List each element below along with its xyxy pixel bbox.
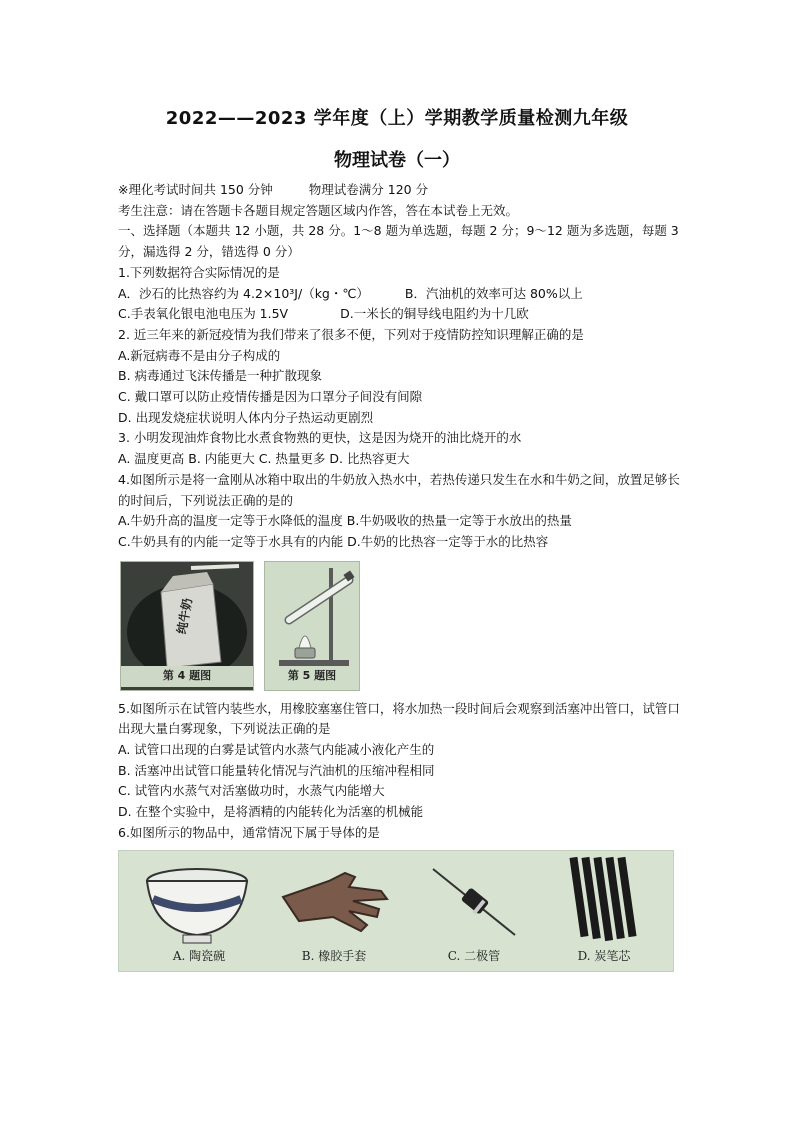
option-b-caption: B. 橡胶手套 bbox=[301, 948, 367, 963]
q2-option-d: D. 出现发烧症状说明人体内分子热运动更剧烈 bbox=[118, 409, 374, 425]
exam-info-line bbox=[118, 180, 688, 201]
exam-title: 2022——2023 学年度（上）学期教学质量检测九年级 bbox=[165, 108, 629, 129]
q4-options-cd: C.牛奶具有的内能一定等于水具有的内能 D.牛奶的比热容一定等于水的比热容 bbox=[118, 533, 549, 549]
q2-option-a: A.新冠病毒不是由分子构成的 bbox=[118, 347, 281, 363]
rubber-glove-item bbox=[269, 851, 399, 971]
q1-option-a: A．沙石的比热容约为 4.2×10³J/（kg・℃） bbox=[118, 285, 369, 301]
q3-options: A. 温度更高 B. 内能更大 C. 热量更多 D. 比热容更大 bbox=[118, 451, 410, 467]
score-note: 物理试卷满分 120 分 bbox=[308, 182, 429, 197]
carbon-rod-item bbox=[549, 851, 659, 971]
option-c-caption: C. 二极管 bbox=[447, 948, 501, 963]
milk-label: 纯牛奶 bbox=[174, 596, 195, 635]
q5-option-c: C. 试管内水蒸气对活塞做功时，水蒸气内能增大 bbox=[118, 783, 385, 799]
q2-option-c: C. 戴口罩可以防止疫情传播是因为口罩分子间没有间隙 bbox=[118, 389, 423, 405]
q3-stem: 3. 小明发现油炸食物比水煮食物熟的更快，这是因为烧开的油比烧开的水 bbox=[118, 430, 522, 446]
notice: 考生注意：请在答题卡各题目规定答题区域内作答，答在本试卷上无效。 bbox=[118, 202, 519, 218]
figure-4-caption: 第 4 题图 bbox=[121, 666, 253, 687]
q4-options-ab: A.牛奶升高的温度一定等于水降低的温度 B.牛奶吸收的热量一定等于水放出的热量 bbox=[118, 513, 572, 529]
option-a-caption: A. 陶瓷碗 bbox=[172, 948, 226, 963]
diode-image bbox=[419, 851, 529, 951]
exam-subtitle: 物理试卷（一） bbox=[334, 150, 460, 171]
q5-option-b: B. 活塞冲出试管口能量转化情况与汽油机的压缩冲程相同 bbox=[118, 762, 435, 778]
q5-option-a: A. 试管口出现的白雾是试管内水蒸气内能减小液化产生的 bbox=[118, 742, 435, 758]
figure-4-milk-in-water bbox=[120, 561, 254, 691]
q6-image-strip bbox=[118, 850, 674, 972]
ceramic-bowl-item bbox=[139, 851, 259, 971]
q1-option-b: B．汽油机的效率可达 80%以上 bbox=[404, 285, 583, 301]
q5-stem: 5.如图所示在试管内装些水，用橡胶塞塞住管口，将水加热一段时间后会观察到活塞冲出管口，试管口出现大量白雾现象，下列说法正确的是 bbox=[118, 700, 680, 737]
diode-item bbox=[419, 851, 529, 971]
exam-body bbox=[118, 180, 688, 972]
rubber-glove-image bbox=[269, 851, 399, 951]
q1-stem: 1.下列数据符合实际情况的是 bbox=[118, 264, 280, 280]
q1-option-d: D.一米长的铜导线电阻约为十几欧 bbox=[340, 306, 529, 322]
carbon-rod-image bbox=[549, 851, 659, 951]
q2-stem: 2. 近三年来的新冠疫情为我们带来了很多不便，下列对于疫情防控知识理解正确的是 bbox=[118, 326, 584, 342]
q6-stem: 6.如图所示的物品中，通常情况下属于导体的是 bbox=[118, 824, 380, 840]
q2-option-b: B. 病毒通过飞沫传播是一种扩散现象 bbox=[118, 368, 323, 384]
q4-stem: 4.如图所示是将一盒刚从冰箱中取出的牛奶放入热水中，若热传递只发生在水和牛奶之间，放置足够长的时间后，下列说法正确的是的 bbox=[118, 471, 680, 508]
section-heading: 一、选择题（本题共 12 小题，共 28 分。1～8 题为单选题，每题 2 分；9～12 题为多选题，每题 3 分，漏选得 2 分，错选得 0 分） bbox=[118, 223, 679, 260]
option-d-caption: D. 炭笔芯 bbox=[577, 948, 631, 963]
q1-option-c: C.手表氧化银电池电压为 1.5V bbox=[118, 306, 289, 322]
q1-options-ab bbox=[118, 284, 688, 305]
time-note: ※理化考试时间共 150 分钟 bbox=[118, 182, 273, 197]
figure-5-caption: 第 5 题图 bbox=[265, 666, 359, 687]
figure-row bbox=[118, 561, 688, 695]
figure-5-test-tube bbox=[264, 561, 360, 691]
q1-options-cd bbox=[118, 304, 688, 325]
q5-option-d: D. 在整个实验中，是将酒精的内能转化为活塞的机械能 bbox=[118, 804, 424, 820]
ceramic-bowl-image bbox=[139, 851, 259, 951]
